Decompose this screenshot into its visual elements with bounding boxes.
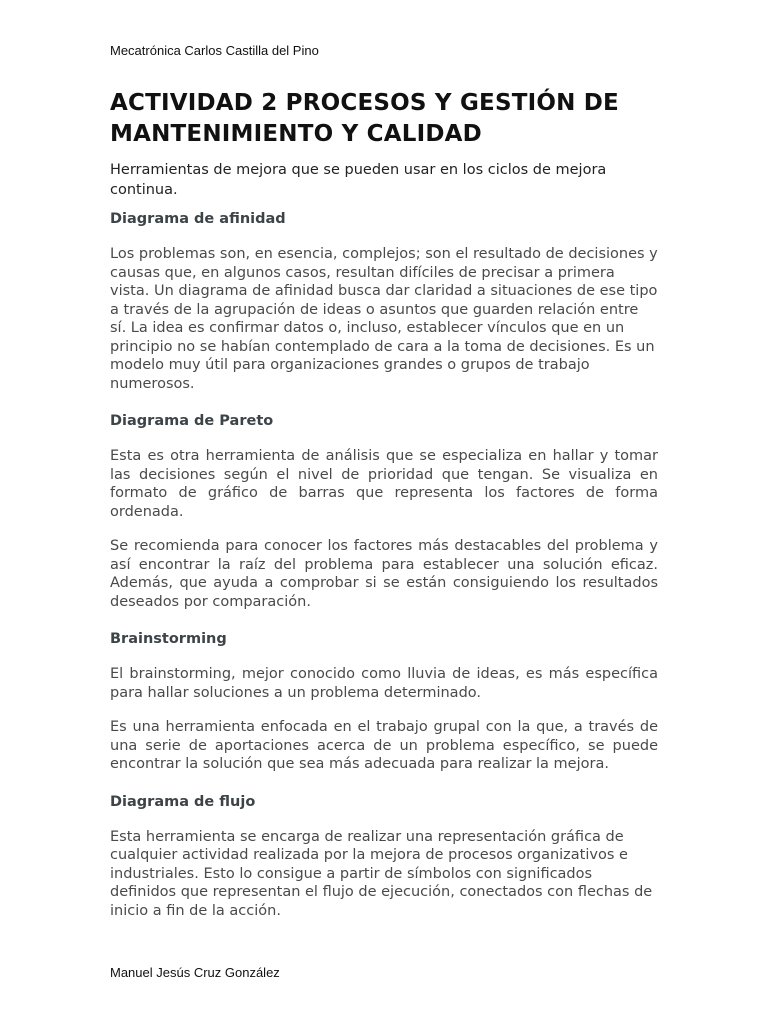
section-heading-pareto: Diagrama de Pareto	[110, 413, 274, 429]
section-paragraph: Esta es otra herramienta de análisis que se especializa en hallar y tomar las decisiones según el nivel de prioridad que tengan. Se visualiza en formato de gráfico de barras que representa los factores de forma ordenada.	[110, 448, 658, 520]
document-body	[110, 88, 658, 920]
section-paragraph: Es una herramienta enfocada en el trabajo grupal con la que, a través de una serie de aportaciones acerca de un problema específico, se puede encontrar la solución que sea más adecuada para realizar la mejora.	[110, 719, 658, 772]
section-heading-afinidad: Diagrama de afinidad	[110, 211, 286, 227]
section-paragraph: El brainstorming, mejor conocido como lluvia de ideas, es más específica para hallar soluciones a un problema determinado.	[110, 666, 658, 701]
section-paragraph: Se recomienda para conocer los factores más destacables del problema y así encontrar la raíz del problema para establecer una solución eficaz. Además, que ayuda a comprobar si se están consiguiendo los resultados deseados por comparación.	[110, 538, 658, 610]
section-paragraph: Esta herramienta se encarga de realizar una representación gráfica de cualquier actividad realizada por la mejora de procesos organizativos e industriales. Esto lo consigue a partir de símbolos con significados definidos que representan el flujo de ejecución, conectados con flechas de inicio a fin de la acción.	[110, 828, 653, 919]
section-heading-brainstorming: Brainstorming	[110, 631, 227, 647]
page-footer: Manuel Jesús Cruz González	[110, 965, 280, 980]
section-heading-flujo: Diagrama de flujo	[110, 793, 256, 810]
section-paragraph: Los problemas son, en esencia, complejos; son el resultado de decisiones y causas que, en algunos casos, resultan difíciles de precisar a primera vista. Un diagrama de afinidad busca dar claridad a situaciones de ese tipo a través de la agrupación de ideas o asuntos que guarden relación entre sí. La idea es confirmar datos o, incluso, establecer vínculos que en un principio no se habían contemplado de cara a la toma de decisiones. Es un modelo muy útil para organizaciones grandes o grupos de trabajo numerosos.	[110, 246, 658, 392]
page-header: Mecatrónica Carlos Castilla del Pino	[110, 43, 319, 58]
document-subtitle: Herramientas de mejora que se pueden usar en los ciclos de mejora continua.	[110, 162, 607, 198]
document-title: ACTIVIDAD 2 PROCESOS Y GESTIÓN DE MANTENIMIENTO Y CALIDAD	[110, 90, 619, 147]
